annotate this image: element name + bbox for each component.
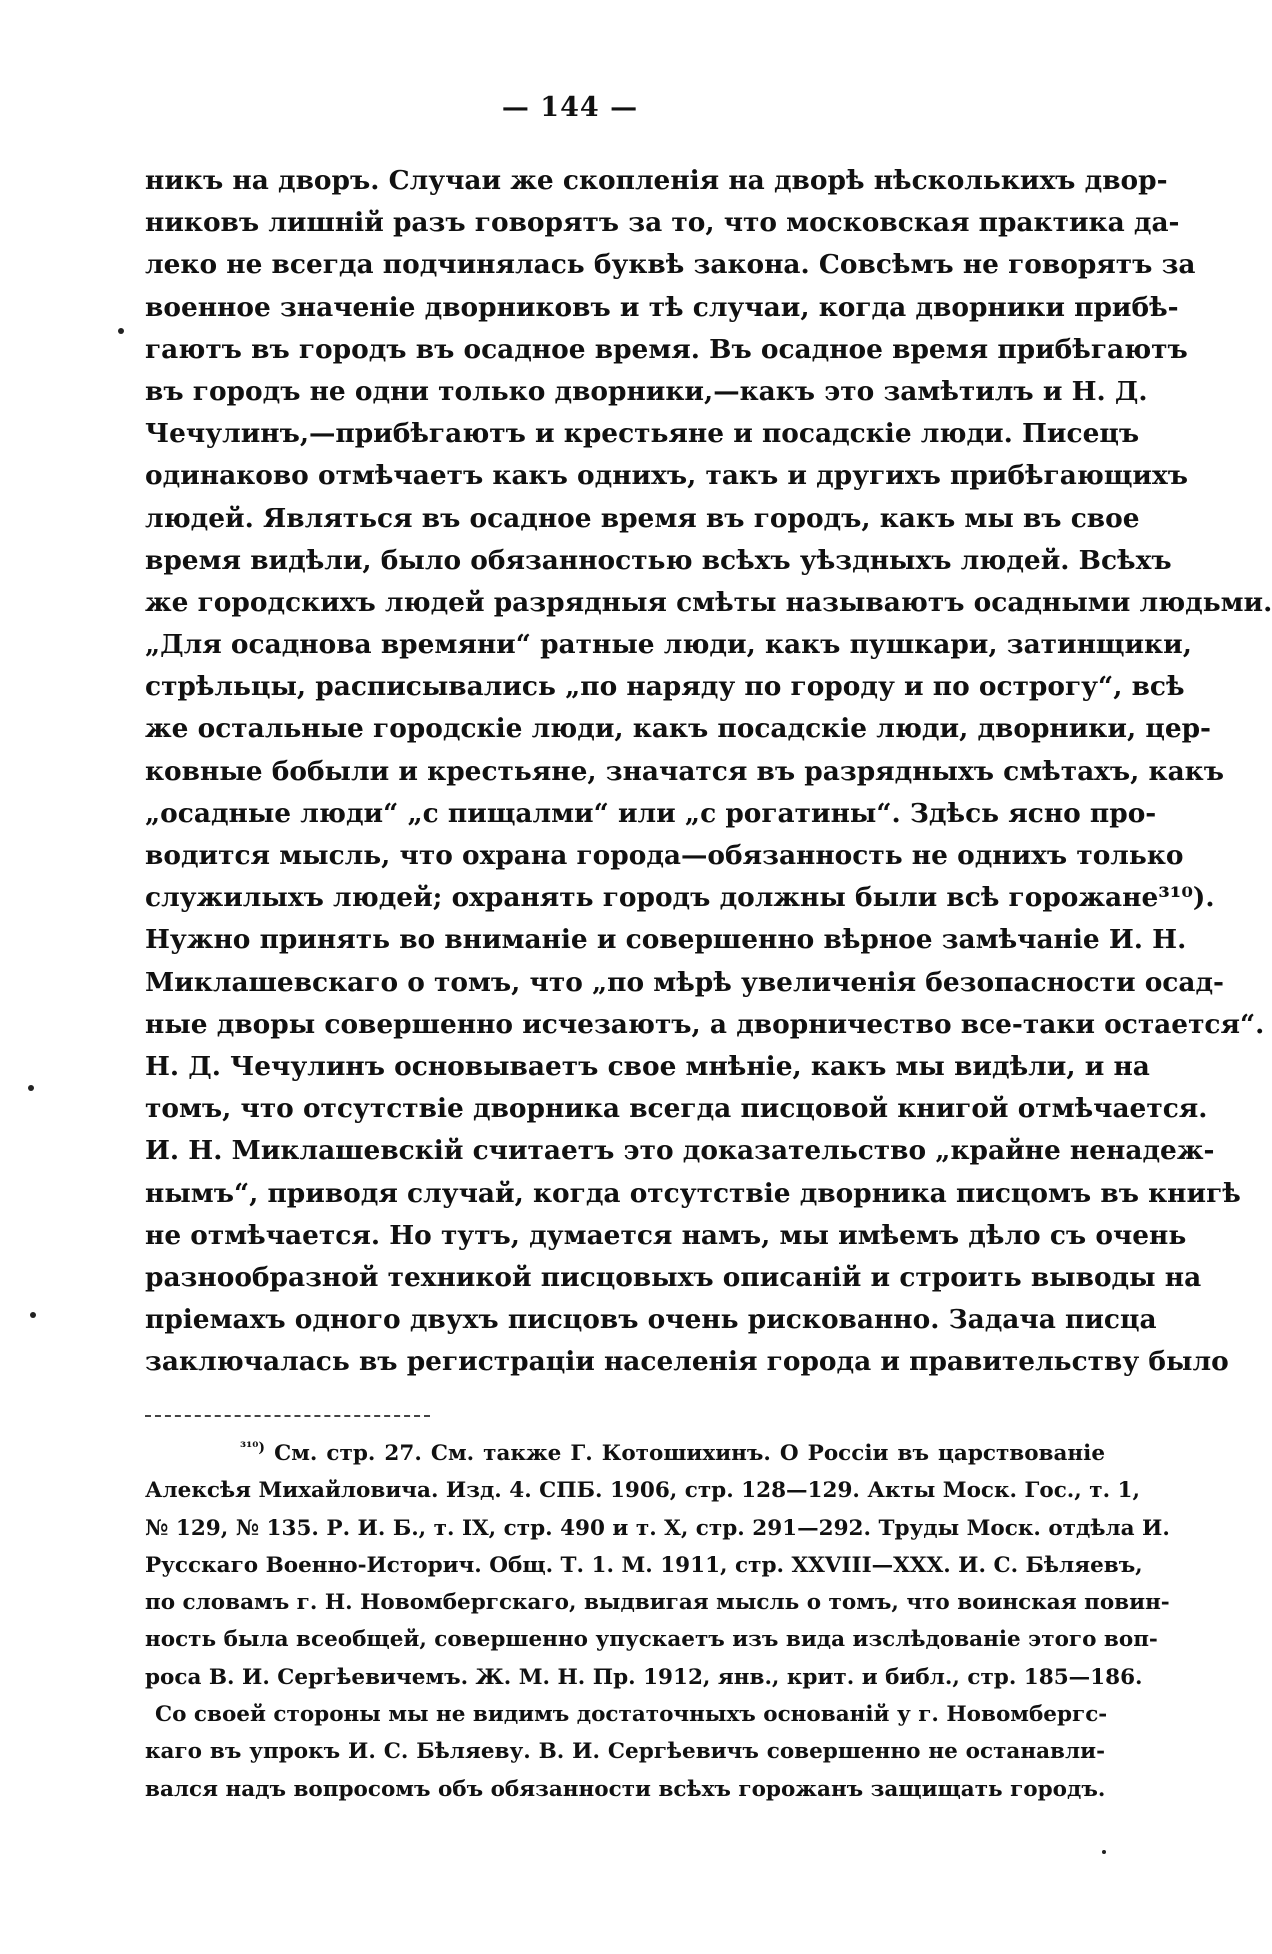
- text-line: Н. Д. Чечулинъ основываетъ свое мнѣніе, какъ мы видѣли, и на: [145, 1050, 1150, 1082]
- text-line: не отмѣчается. Но тутъ, думается намъ, мы имѣемъ дѣло съ очень: [145, 1219, 1187, 1251]
- footnote-line-text: См. стр. 27. См. также Г. Котошихинъ. О Россіи въ царствованіе: [274, 1441, 1105, 1466]
- text-line: гаютъ въ городъ въ осадное время. Въ осадное время прибѣгаютъ: [145, 333, 1188, 365]
- text-line: никовъ лишній разъ говорятъ за то, что московская практика да-: [145, 207, 1180, 239]
- text-line: Миклашевскаго о томъ, что „по мѣрѣ увеличенія безопасности осад-: [145, 966, 1225, 998]
- footnote-line: Алексѣя Михайловича. Изд. 4. СПБ. 1906, стр. 128—129. Акты Моск. Гос., т. 1,: [145, 1478, 1140, 1504]
- footnote-line: [145, 1435, 1105, 1472]
- footnote-line: каго въ упрокъ И. С. Бѣляеву. В. И. Сергѣевичъ совершенно не останавли-: [145, 1739, 1105, 1765]
- text-line: Нужно принять во вниманіе и совершенно вѣрное замѣчаніе И. Н.: [145, 924, 1187, 956]
- footnote-line: по словамъ г. Н. Новомбергскаго, выдвигая мысль о томъ, что воинская повин-: [145, 1590, 1170, 1616]
- text-line: людей. Являться въ осадное время въ городъ, какъ мы въ свое: [145, 502, 1140, 534]
- text-line: томъ, что отсутствіе дворника всегда писцовой книгой отмѣчается.: [145, 1093, 1208, 1125]
- text-line: И. Н. Миклашевскій считаетъ это доказательство „крайне ненадеж-: [145, 1135, 1215, 1167]
- text-line: служилыхъ людей; охранять городъ должны были всѣ горожане³¹⁰).: [145, 882, 1215, 914]
- footnote-line: роса В. И. Сергѣевичемъ. Ж. М. Н. Пр. 1912, янв., крит. и библ., стр. 185—186.: [145, 1664, 1143, 1690]
- main-text: [145, 160, 1272, 1383]
- scan-speck: [1102, 1850, 1106, 1854]
- footnote-line: Со своей стороны мы не видимъ достаточныхъ основаній у г. Новомбергс-: [155, 1702, 1108, 1728]
- text-line: ковные бобыли и крестьяне, значатся въ разрядныхъ смѣтахъ, какъ: [145, 755, 1224, 787]
- footnote-line: вался надъ вопросомъ объ обязанности всѣхъ горожанъ защищать городъ.: [145, 1776, 1106, 1802]
- text-line: пріемахъ одного двухъ писцовъ очень рискованно. Задача писца: [145, 1304, 1157, 1336]
- text-line: „осадные люди“ „с пищалми“ или „с рогатины“. Здѣсь ясно про-: [145, 797, 1157, 829]
- text-line: „Для осаднова времяни“ ратные люди, какъ пушкари, затинщики,: [145, 629, 1192, 661]
- text-line: никъ на дворъ. Случаи же скопленія на дворѣ нѣсколькихъ двор-: [145, 165, 1168, 196]
- text-line: въ городъ не одни только дворники,—какъ это замѣтилъ и Н. Д.: [145, 375, 1148, 407]
- scan-speck: [28, 1085, 34, 1091]
- footnote-line: № 129, № 135. Р. И. Б., т. IX, стр. 490 и т. X, стр. 291—292. Труды Моск. отдѣла И.: [145, 1515, 1170, 1541]
- text-line: же городскихъ людей разрядныя смѣты называютъ осадными людьми.: [145, 586, 1272, 618]
- text-line: заключалась въ регистраціи населенія города и правительству было: [145, 1346, 1229, 1378]
- text-line: стрѣльцы, расписывались „по наряду по городу и по острогу“, всѣ: [145, 671, 1185, 703]
- footnote-separator: [145, 1415, 430, 1417]
- page-number: — 144 —: [501, 92, 639, 123]
- footnote-line: ность была всеобщей, совершенно упускаетъ изъ вида изслѣдованіе этого воп-: [145, 1627, 1158, 1653]
- scan-speck: [30, 1312, 36, 1318]
- text-line: время видѣли, было обязанностью всѣхъ уѣздныхъ людей. Всѣхъ: [145, 544, 1172, 576]
- text-line: разнообразной техникой писцовыхъ описаній и строить выводы на: [145, 1261, 1202, 1293]
- text-line: водится мысль, что охрана города—обязанность не однихъ только: [145, 840, 1184, 871]
- footnote: [145, 1435, 1170, 1808]
- footnote-marker: ³¹⁰): [240, 1439, 266, 1456]
- scan-speck: [118, 328, 124, 334]
- text-line: Чечулинъ,—прибѣгаютъ и крестьяне и посадскіе люди. Писецъ: [145, 418, 1140, 450]
- text-line: ные дворы совершенно исчезаютъ, а дворничество все-таки остается“.: [145, 1008, 1265, 1040]
- text-line: нымъ“, приводя случай, когда отсутствіе дворника писцомъ въ книгѣ: [145, 1177, 1241, 1209]
- text-line: леко не всегда подчинялась буквѣ закона. Совсѣмъ не говорятъ за: [145, 249, 1196, 281]
- text-line: одинаково отмѣчаетъ какъ однихъ, такъ и другихъ прибѣгающихъ: [145, 460, 1188, 492]
- text-line: же остальные городскіе люди, какъ посадскіе люди, дворники, цер-: [145, 713, 1212, 745]
- footnote-line: Русскаго Военно-Историч. Общ. Т. 1. М. 1911, стр. XXVIII—XXX. И. С. Бѣляевъ,: [145, 1552, 1143, 1578]
- text-line: военное значеніе дворниковъ и тѣ случаи, когда дворники прибѣ-: [145, 291, 1179, 323]
